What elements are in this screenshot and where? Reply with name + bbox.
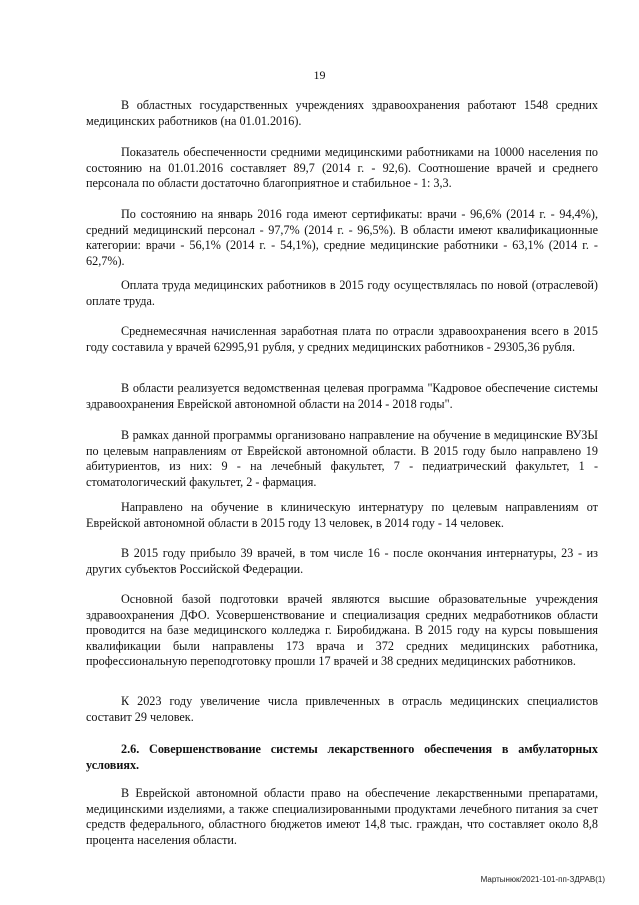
paragraph-drug-provision: В Еврейской автономной области право на обеспечение лекарственными препаратами, медицинскими изделиями, а также специализированными продуктами лечебного питания за счет средств федерального, областного бюджетов имеют 14,8 тыс. граждан, что составляет около 8,8 процента населения области.	[86, 786, 598, 847]
paragraph-university-enrollment: В рамках данной программы организовано направление на обучение в медицинские ВУЗЫ по целевым направлениям от Еврейской автономной области. В 2015 году было направлено 19 абитуриентов, из них: 9 - на лечебный факультет, 7 - педиатрический факультет, 1 - стоматологический факультет, 2 - фармация.	[86, 428, 598, 489]
page-number: 19	[313, 68, 326, 82]
paragraph-training-base: Основной базой подготовки врачей являются высшие образовательные учреждения здравоохранения ДФО. Усовершенствование и специализация средних медработников области проводится на базе медицинского колледжа г. Биробиджана. В 2015 году на курсы повышения квалификации были направлены 173 врача и 372 средних медицинских работника, профессиональную переподготовку прошли 17 врачей и 38 средних медицинских работников.	[86, 592, 598, 669]
paragraph-staff-count: В областных государственных учреждениях здравоохранения работают 1548 средних медицинских работников (на 01.01.2016).	[86, 98, 598, 128]
paragraph-certificates: По состоянию на январь 2016 года имеют сертификаты: врачи - 96,6% (2014 г. - 94,4%), средний медицинский персонал - 97,7% (2014 г. - 96,5%). В области имеют квалификационные категории: врачи - 56,1% (2014 г. - 54,1%), средние медицинские работники - 63,1% (2014 г. - 62,7%).	[86, 207, 598, 268]
paragraph-2023-forecast: К 2023 году увеличение числа привлеченных в отрасль медицинских специалистов составит 29 человек.	[86, 694, 598, 724]
footer-document-code: Мартынюк/2021-101-пп-ЗДРАВ(1)	[480, 875, 605, 884]
paragraph-wage-system: Оплата труда медицинских работников в 2015 году осуществлялась по новой (отраслевой) оплате труда.	[86, 278, 598, 308]
paragraph-internship: Направлено на обучение в клиническую интернатуру по целевым направлениям от Еврейской автономной области в 2015 году 13 человек, в 2014 году - 14 человек.	[86, 500, 598, 530]
paragraph-target-program: В области реализуется ведомственная целевая программа "Кадровое обеспечение системы здравоохранения Еврейской автономной области на 2014 - 2018 годы".	[86, 381, 598, 411]
paragraph-doctors-arrived: В 2015 году прибыло 39 врачей, в том числе 16 - после окончания интернатуры, 23 - из других субъектов Российской Федерации.	[86, 546, 598, 576]
section-heading: 2.6. Совершенствование системы лекарственного обеспечения в амбулаторных условиях.	[86, 742, 598, 772]
paragraph-average-salary: Среднемесячная начисленная заработная плата по отрасли здравоохранения всего в 2015 году составила у врачей 62995,91 рубля, у средних медицинских работников - 29305,36 рубля.	[86, 324, 598, 354]
paragraph-staffing-ratio: Показатель обеспеченности средними медицинскими работниками на 10000 населения по состоянию на 01.01.2016 составляет 89,7 (2014 г. - 92,6). Соотношение врачей и среднего персонала по области достаточно благоприятное и стабильное - 1: 3,3.	[86, 145, 598, 191]
